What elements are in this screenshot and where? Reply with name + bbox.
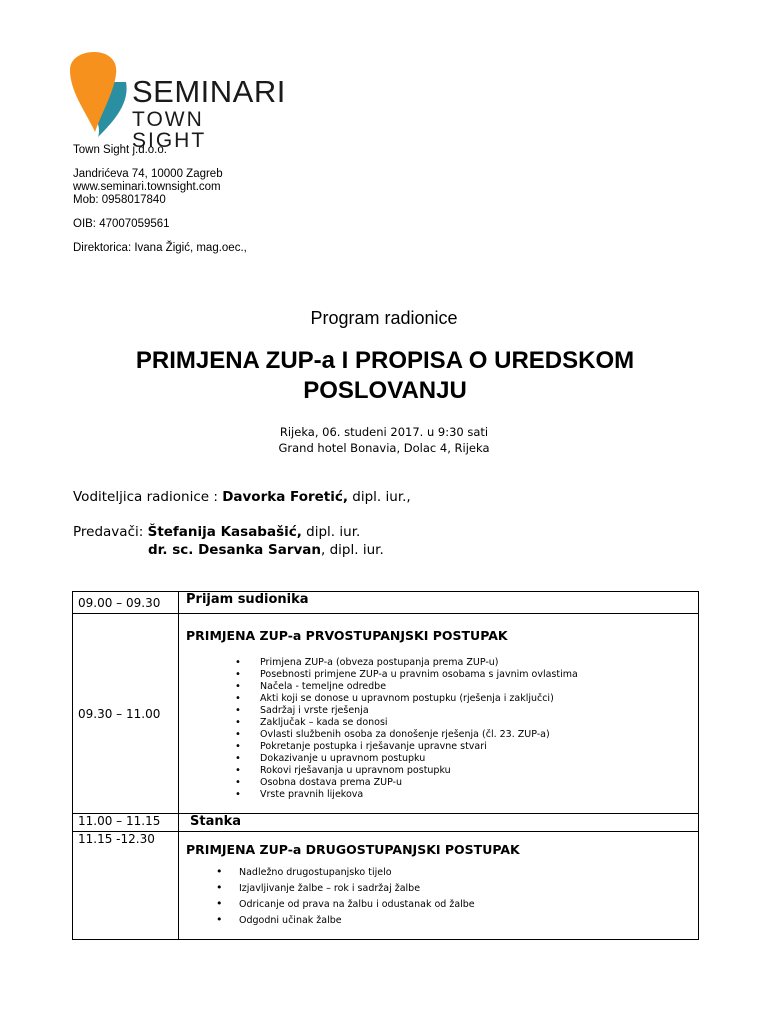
lecturer2-name: dr. sc. Desanka Sarvan — [148, 542, 322, 558]
company-info — [73, 144, 247, 255]
time-cell: 09.30 – 11.00 — [73, 614, 179, 814]
content-cell — [179, 832, 699, 940]
company-name: Town Sight j.d.o.o. — [73, 144, 167, 156]
content-cell — [179, 614, 699, 814]
lecturer1-name: Štefanija Kasabašić, — [147, 524, 302, 540]
company-web: www.seminari.townsight.com — [73, 181, 221, 193]
list-item: • Odricanje od prava na žalbu i odustanak od žalbe — [239, 897, 698, 913]
list-item: • Dokazivanje u upravnom postupku — [260, 753, 698, 765]
lecturer2-suffix: , dipl. iur. — [321, 542, 384, 558]
section-title: PRIMJENA ZUP-a DRUGOSTUPANJSKI POSTUPAK — [186, 842, 520, 857]
leader-name: Davorka Foretić, — [222, 489, 348, 505]
topic-list — [186, 657, 698, 801]
list-item: • Odgodni učinak žalbe — [239, 913, 698, 929]
company-director: Direktorica: Ivana Žigić, mag.oec., — [73, 242, 247, 254]
company-mob: Mob: 0958017840 — [73, 194, 166, 206]
logo-word-seminari: SEMINARI — [132, 74, 286, 109]
schedule-row — [73, 614, 699, 814]
logo-word-townsight: TOWN SIGHT — [132, 108, 207, 152]
list-item: • Primjena ZUP-a (obveza postupanja prema ZUP-u) — [260, 657, 698, 669]
slot-title: Prijam sudionika — [186, 592, 309, 607]
list-item: • Izjavljivanje žalbe – rok i sadržaj žalbe — [239, 881, 698, 897]
leader-label: Voditeljica radionice : — [73, 489, 218, 505]
section-title: PRIMJENA ZUP-a PRVOSTUPANJSKI POSTUPAK — [186, 628, 508, 643]
list-item: • Pokretanje postupka i rješavanje upravne stvari — [260, 741, 698, 753]
map-pin-icon — [68, 52, 138, 138]
people-section — [73, 488, 411, 559]
list-item: • Sadržaj i vrste rješenja — [260, 705, 698, 717]
time-cell: 09.00 – 09.30 — [73, 592, 179, 614]
lecturer2-row — [73, 541, 411, 559]
list-item: • Zaključak – kada se donosi — [260, 717, 698, 729]
lecturer1-suffix: dipl. iur. — [306, 524, 361, 540]
topic-list — [186, 865, 698, 929]
list-item: • Osobna dostava prema ZUP-u — [260, 777, 698, 789]
slot-title: Stanka — [190, 814, 242, 829]
document-title: PRIMJENA ZUP-a I PROPISA O UREDSKOM POSLOVANJU — [135, 347, 635, 404]
list-item: • Načela - temeljne odredbe — [260, 681, 698, 693]
company-oib: OIB: 47007059561 — [73, 218, 170, 230]
lecturer1-row — [73, 523, 411, 541]
program-label: Program radionice — [310, 308, 458, 328]
company-address: Jandrićeva 74, 10000 Zagreb — [73, 168, 223, 180]
list-item: • Vrste pravnih lijekova — [260, 789, 698, 801]
schedule-row — [73, 832, 699, 940]
list-item: • Rokovi rješavanja u upravnom postupku — [260, 765, 698, 777]
schedule-row — [73, 592, 699, 614]
list-item: • Posebnosti primjene ZUP-a u pravnim osobama s javnim ovlastima — [260, 669, 698, 681]
list-item: • Ovlasti službenih osoba za donošenje rješenja (čl. 23. ZUP-a) — [260, 729, 698, 741]
event-venue: Grand hotel Bonavia, Dolac 4, Rijeka — [278, 441, 490, 455]
leader-row — [73, 488, 411, 506]
lecturers-label: Predavači: — [73, 524, 144, 540]
schedule-row — [73, 814, 699, 832]
list-item: • Nadležno drugostupanjsko tijelo — [239, 865, 698, 881]
content-cell — [179, 592, 699, 614]
content-cell — [179, 814, 699, 832]
event-date: Rijeka, 06. studeni 2017. u 9:30 sati — [279, 425, 489, 439]
list-item: • Akti koji se donose u upravnom postupku (rješenja i zaključci) — [260, 693, 698, 705]
time-cell: 11.15 -12.30 — [73, 832, 179, 940]
time-cell: 11.00 – 11.15 — [73, 814, 179, 832]
schedule-table — [72, 591, 699, 940]
leader-suffix: dipl. iur., — [352, 489, 411, 505]
event-meta — [0, 424, 768, 456]
